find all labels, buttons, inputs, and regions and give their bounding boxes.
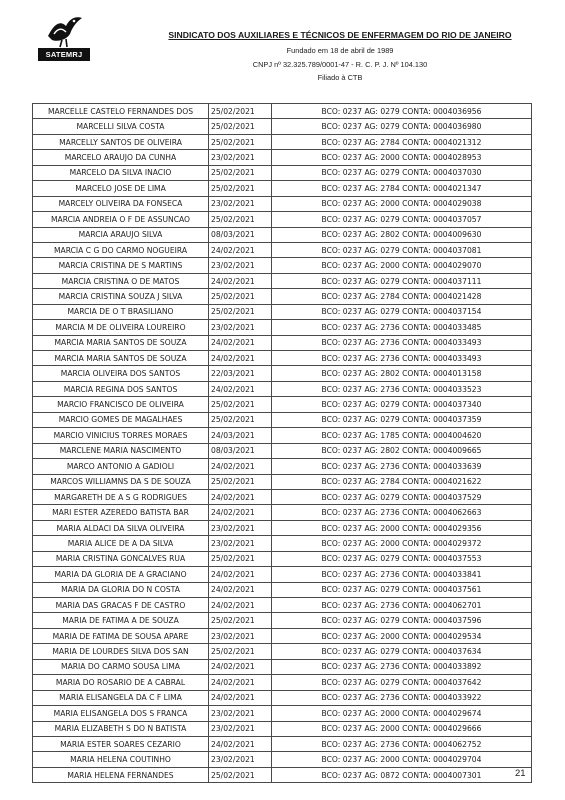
table-row	[33, 613, 532, 628]
bank-account-cell: BCO: 0237 AG: 2802 CONTA: 0004013158	[272, 366, 532, 381]
member-name-cell: MARIA ALICE DE A DA SILVA	[33, 536, 209, 551]
table-row	[33, 736, 532, 751]
table-row	[33, 181, 532, 196]
payment-date-cell: 24/02/2021	[209, 567, 272, 582]
payment-date-cell: 24/02/2021	[209, 659, 272, 674]
member-name-cell: MARCIA M DE OLIVEIRA LOUREIRO	[33, 320, 209, 335]
table-row	[33, 536, 532, 551]
table-row	[33, 119, 532, 134]
member-name-cell: MARCOS WILLIAMNS DA S DE SOUZA	[33, 474, 209, 489]
bank-account-cell: BCO: 0237 AG: 0279 CONTA: 0004037340	[272, 397, 532, 412]
member-name-cell: MARCIA MARIA SANTOS DE SOUZA	[33, 351, 209, 366]
member-name-cell: MARCIA MARIA SANTOS DE SOUZA	[33, 335, 209, 350]
payment-date-cell: 24/02/2021	[209, 351, 272, 366]
bank-account-cell: BCO: 0237 AG: 2736 CONTA: 0004033922	[272, 690, 532, 705]
payment-date-cell: 23/02/2021	[209, 320, 272, 335]
satemrj-logo	[38, 14, 90, 62]
bank-account-cell: BCO: 0237 AG: 2000 CONTA: 0004029674	[272, 706, 532, 721]
table-row	[33, 752, 532, 767]
table-row	[33, 242, 532, 257]
bank-account-cell: BCO: 0237 AG: 0279 CONTA: 0004037111	[272, 273, 532, 288]
payments-table	[32, 103, 532, 783]
payment-date-cell: 24/02/2021	[209, 675, 272, 690]
member-name-cell: MARIA ESTER SOARES CEZARIO	[33, 736, 209, 751]
bank-account-cell: BCO: 0237 AG: 2736 CONTA: 0004033493	[272, 335, 532, 350]
table-row	[33, 258, 532, 273]
member-name-cell: MARCO ANTONIO A GADIOLI	[33, 459, 209, 474]
payment-date-cell: 25/02/2021	[209, 397, 272, 412]
payment-date-cell: 23/02/2021	[209, 752, 272, 767]
bank-account-cell: BCO: 0237 AG: 0279 CONTA: 0004037057	[272, 212, 532, 227]
bank-account-cell: BCO: 0237 AG: 2000 CONTA: 0004029038	[272, 196, 532, 211]
table-row	[33, 474, 532, 489]
table-row	[33, 459, 532, 474]
member-name-cell: MARIA ALDACI DA SILVA OLIVEIRA	[33, 520, 209, 535]
payment-date-cell: 25/02/2021	[209, 181, 272, 196]
payment-date-cell: 23/02/2021	[209, 536, 272, 551]
bird-emblem-icon	[44, 14, 84, 48]
member-name-cell: MARGARETH DE A S G RODRIGUES	[33, 489, 209, 504]
member-name-cell: MARCIA CRISTINA SOUZA J SILVA	[33, 289, 209, 304]
bank-account-cell: BCO: 0237 AG: 0279 CONTA: 0004037642	[272, 675, 532, 690]
table-row	[33, 196, 532, 211]
payment-date-cell: 24/02/2021	[209, 489, 272, 504]
bank-account-cell: BCO: 0237 AG: 0279 CONTA: 0004037154	[272, 304, 532, 319]
member-name-cell: MARI ESTER AZEREDO BATISTA BAR	[33, 505, 209, 520]
bank-account-cell: BCO: 0237 AG: 0279 CONTA: 0004036956	[272, 104, 532, 119]
member-name-cell: MARCIA C G DO CARMO NOGUEIRA	[33, 242, 209, 257]
bank-account-cell: BCO: 0237 AG: 0279 CONTA: 0004037561	[272, 582, 532, 597]
payment-date-cell: 25/02/2021	[209, 644, 272, 659]
payment-date-cell: 25/02/2021	[209, 474, 272, 489]
table-row	[33, 520, 532, 535]
payment-date-cell: 25/02/2021	[209, 412, 272, 427]
payment-date-cell: 25/02/2021	[209, 165, 272, 180]
table-row	[33, 505, 532, 520]
bank-account-cell: BCO: 0237 AG: 0279 CONTA: 0004036980	[272, 119, 532, 134]
bank-account-cell: BCO: 0237 AG: 0279 CONTA: 0004037634	[272, 644, 532, 659]
table-row	[33, 335, 532, 350]
member-name-cell: MARCELO DA SILVA INACIO	[33, 165, 209, 180]
table-row	[33, 273, 532, 288]
table-row	[33, 320, 532, 335]
payment-date-cell: 24/03/2021	[209, 428, 272, 443]
member-name-cell: MARCIA CRISTINA DE S MARTINS	[33, 258, 209, 273]
member-name-cell: MARIA DO ROSARIO DE A CABRAL	[33, 675, 209, 690]
member-name-cell: MARCIA ARAUJO SILVA	[33, 227, 209, 242]
bank-account-cell: BCO: 0237 AG: 2736 CONTA: 0004062701	[272, 598, 532, 613]
table-row	[33, 567, 532, 582]
member-name-cell: MARCELLY SANTOS DE OLIVEIRA	[33, 134, 209, 149]
member-name-cell: MARCELO JOSE DE LIMA	[33, 181, 209, 196]
payment-date-cell: 25/02/2021	[209, 613, 272, 628]
bank-account-cell: BCO: 0237 AG: 0279 CONTA: 0004037081	[272, 242, 532, 257]
table-row	[33, 104, 532, 119]
table-row	[33, 227, 532, 242]
payment-date-cell: 25/02/2021	[209, 551, 272, 566]
bank-account-cell: BCO: 0237 AG: 2802 CONTA: 0004009630	[272, 227, 532, 242]
bank-account-cell: BCO: 0237 AG: 2784 CONTA: 0004021428	[272, 289, 532, 304]
table-row	[33, 582, 532, 597]
bank-account-cell: BCO: 0237 AG: 2736 CONTA: 0004033485	[272, 320, 532, 335]
member-name-cell: MARIA CRISTINA GONCALVES RUA	[33, 551, 209, 566]
logo-label: SATEMRJ	[38, 48, 90, 61]
payment-date-cell: 23/02/2021	[209, 196, 272, 211]
affiliation-line: Filiado à CTB	[317, 73, 363, 82]
bank-account-cell: BCO: 0237 AG: 2784 CONTA: 0004021312	[272, 134, 532, 149]
member-name-cell: MARCIO VINICIUS TORRES MORAES	[33, 428, 209, 443]
table-row	[33, 706, 532, 721]
member-name-cell: MARCELY OLIVEIRA DA FONSECA	[33, 196, 209, 211]
payment-date-cell: 24/02/2021	[209, 273, 272, 288]
table-row	[33, 428, 532, 443]
member-name-cell: MARIA DE FATIMA DE SOUSA APARE	[33, 628, 209, 643]
bank-account-cell: BCO: 0237 AG: 2000 CONTA: 0004029070	[272, 258, 532, 273]
bank-account-cell: BCO: 0237 AG: 2736 CONTA: 0004033841	[272, 567, 532, 582]
payment-date-cell: 22/03/2021	[209, 366, 272, 381]
bank-account-cell: BCO: 0237 AG: 2000 CONTA: 0004028953	[272, 150, 532, 165]
bank-account-cell: BCO: 0237 AG: 2784 CONTA: 0004021347	[272, 181, 532, 196]
table-row	[33, 134, 532, 149]
member-name-cell: MARCIA REGINA DOS SANTOS	[33, 381, 209, 396]
payment-date-cell: 23/02/2021	[209, 150, 272, 165]
table-row	[33, 721, 532, 736]
payment-date-cell: 08/03/2021	[209, 443, 272, 458]
table-row	[33, 598, 532, 613]
payment-date-cell: 25/02/2021	[209, 104, 272, 119]
page-number: 21	[515, 768, 526, 779]
bank-account-cell: BCO: 0237 AG: 2000 CONTA: 0004029666	[272, 721, 532, 736]
table-row	[33, 443, 532, 458]
payment-date-cell: 08/03/2021	[209, 227, 272, 242]
founded-line: Fundado em 18 de abril de 1989	[286, 46, 394, 55]
table-row	[33, 351, 532, 366]
table-row	[33, 397, 532, 412]
organization-name: SINDICATO DOS AUXILIARES E TÉCNICOS DE ENFERMAGEM DO RIO DE JANEIRO	[168, 30, 512, 40]
table-row	[33, 489, 532, 504]
member-name-cell: MARIA ELISANGELA DA C F LIMA	[33, 690, 209, 705]
member-name-cell: MARCIO FRANCISCO DE OLIVEIRA	[33, 397, 209, 412]
payment-date-cell: 24/02/2021	[209, 582, 272, 597]
payment-date-cell: 24/02/2021	[209, 505, 272, 520]
table-row	[33, 644, 532, 659]
table-row	[33, 366, 532, 381]
payment-date-cell: 25/02/2021	[209, 289, 272, 304]
member-name-cell: MARCELLI SILVA COSTA	[33, 119, 209, 134]
payment-date-cell: 23/02/2021	[209, 628, 272, 643]
bank-account-cell: BCO: 0237 AG: 2736 CONTA: 0004033493	[272, 351, 532, 366]
payment-date-cell: 24/02/2021	[209, 736, 272, 751]
bank-account-cell: BCO: 0237 AG: 2736 CONTA: 0004062663	[272, 505, 532, 520]
bank-account-cell: BCO: 0237 AG: 0279 CONTA: 0004037553	[272, 551, 532, 566]
payment-date-cell: 25/02/2021	[209, 304, 272, 319]
table-row	[33, 551, 532, 566]
member-name-cell: MARCIA DE O T BRASILIANO	[33, 304, 209, 319]
payment-date-cell: 24/02/2021	[209, 598, 272, 613]
bank-account-cell: BCO: 0237 AG: 2802 CONTA: 0004009665	[272, 443, 532, 458]
table-row	[33, 304, 532, 319]
member-name-cell: MARIA DO CARMO SOUSA LIMA	[33, 659, 209, 674]
member-name-cell: MARCIA ANDREIA O F DE ASSUNCAO	[33, 212, 209, 227]
table-row	[33, 381, 532, 396]
member-name-cell: MARCLENE MARIA NASCIMENTO	[33, 443, 209, 458]
payment-date-cell: 23/02/2021	[209, 520, 272, 535]
bank-account-cell: BCO: 0237 AG: 0279 CONTA: 0004037359	[272, 412, 532, 427]
member-name-cell: MARIA DE FATIMA A DE SOUZA	[33, 613, 209, 628]
bank-account-cell: BCO: 0237 AG: 2736 CONTA: 0004033523	[272, 381, 532, 396]
member-name-cell: MARIA DA GLORIA DE A GRACIANO	[33, 567, 209, 582]
payment-date-cell: 24/02/2021	[209, 335, 272, 350]
member-name-cell: MARIA ELIZABETH S DO N BATISTA	[33, 721, 209, 736]
member-name-cell: MARIA DE LOURDES SILVA DOS SAN	[33, 644, 209, 659]
bank-account-cell: BCO: 0237 AG: 2736 CONTA: 0004062752	[272, 736, 532, 751]
payment-date-cell: 24/02/2021	[209, 690, 272, 705]
payments-table-body	[33, 104, 532, 783]
payment-date-cell: 23/02/2021	[209, 721, 272, 736]
payment-date-cell: 25/02/2021	[209, 134, 272, 149]
member-name-cell: MARCELO ARAUJO DA CUNHA	[33, 150, 209, 165]
table-row	[33, 767, 532, 782]
member-name-cell: MARIA HELENA FERNANDES	[33, 767, 209, 782]
bank-account-cell: BCO: 0237 AG: 2000 CONTA: 0004029372	[272, 536, 532, 551]
table-row	[33, 412, 532, 427]
payment-date-cell: 25/02/2021	[209, 119, 272, 134]
member-name-cell: MARIA HELENA COUTINHO	[33, 752, 209, 767]
table-row	[33, 165, 532, 180]
payment-date-cell: 23/02/2021	[209, 258, 272, 273]
payment-date-cell: 24/02/2021	[209, 381, 272, 396]
payment-date-cell: 23/02/2021	[209, 706, 272, 721]
bank-account-cell: BCO: 0237 AG: 2736 CONTA: 0004033639	[272, 459, 532, 474]
payment-date-cell: 24/02/2021	[209, 242, 272, 257]
bank-account-cell: BCO: 0237 AG: 2736 CONTA: 0004033892	[272, 659, 532, 674]
payment-date-cell: 25/02/2021	[209, 212, 272, 227]
member-name-cell: MARIA DAS GRACAS F DE CASTRO	[33, 598, 209, 613]
member-name-cell: MARIA DA GLORIA DO N COSTA	[33, 582, 209, 597]
table-row	[33, 659, 532, 674]
table-row	[33, 150, 532, 165]
member-name-cell: MARCIA OLIVEIRA DOS SANTOS	[33, 366, 209, 381]
registration-line: CNPJ nº 32.325.789/0001-47 - R. C. P. J. Nº 104.130	[252, 60, 428, 69]
bank-account-cell: BCO: 0237 AG: 2784 CONTA: 0004021622	[272, 474, 532, 489]
table-row	[33, 675, 532, 690]
bank-account-cell: BCO: 0237 AG: 1785 CONTA: 0004004620	[272, 428, 532, 443]
table-row	[33, 289, 532, 304]
bank-account-cell: BCO: 0237 AG: 0279 CONTA: 0004037030	[272, 165, 532, 180]
payment-date-cell: 24/02/2021	[209, 459, 272, 474]
bank-account-cell: BCO: 0237 AG: 0279 CONTA: 0004037596	[272, 613, 532, 628]
payment-date-cell: 25/02/2021	[209, 767, 272, 782]
table-row	[33, 628, 532, 643]
member-name-cell: MARCIA CRISTINA O DE MATOS	[33, 273, 209, 288]
member-name-cell: MARIA ELISANGELA DOS S FRANCA	[33, 706, 209, 721]
bank-account-cell: BCO: 0237 AG: 2000 CONTA: 0004029534	[272, 628, 532, 643]
member-name-cell: MARCIO GOMES DE MAGALHAES	[33, 412, 209, 427]
table-row	[33, 690, 532, 705]
bank-account-cell: BCO: 0237 AG: 0279 CONTA: 0004037529	[272, 489, 532, 504]
table-row	[33, 212, 532, 227]
bank-account-cell: BCO: 0237 AG: 2000 CONTA: 0004029704	[272, 752, 532, 767]
member-name-cell: MARCELLE CASTELO FERNANDES DOS	[33, 104, 209, 119]
bank-account-cell: BCO: 0237 AG: 2000 CONTA: 0004029356	[272, 520, 532, 535]
bank-account-cell: BCO: 0237 AG: 0872 CONTA: 0004007301	[272, 767, 532, 782]
